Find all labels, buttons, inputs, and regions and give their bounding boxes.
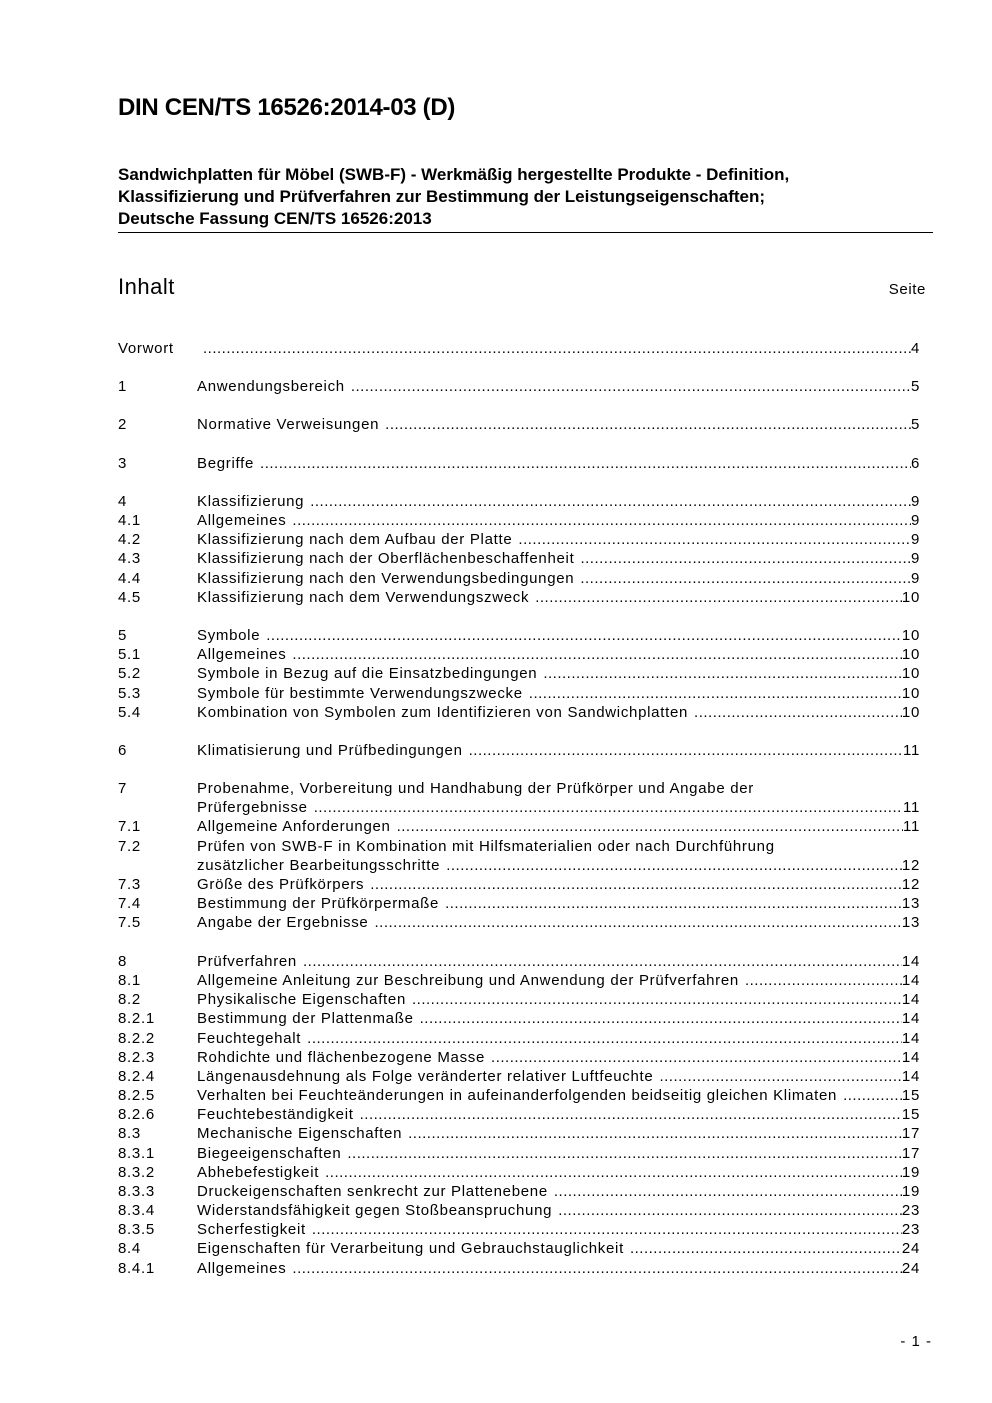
toc-entry-number: 6: [118, 742, 128, 759]
toc-entry-title: zusätzlicher Bearbeitungsschritte: [197, 857, 441, 874]
toc-entry-page: 6: [910, 455, 920, 472]
toc-entry-page: 11: [903, 818, 920, 835]
toc-entry: [118, 703, 920, 722]
toc-entry-page: 23: [901, 1221, 920, 1238]
toc-entry-page: 9: [910, 493, 920, 510]
subtitle-line: Klassifizierung und Prüfverfahren zur Bestimmung der Leistungseigenschaften;: [118, 187, 766, 206]
toc-entry-page: 9: [910, 512, 920, 529]
toc-entry-number: 8.2: [118, 991, 141, 1008]
toc-entry: [118, 1201, 920, 1220]
toc-entry-number: 8.2.4: [118, 1068, 155, 1085]
toc-leader-dots: [630, 1239, 902, 1258]
toc-leader-dots: [385, 415, 911, 434]
toc-entry-title: Klassifizierung nach den Verwendungsbedingungen: [197, 570, 575, 587]
toc-leader-dots: [558, 1201, 902, 1220]
toc-entry-title: Klassifizierung nach der Oberflächenbeschaffenheit: [197, 550, 575, 567]
toc-entry-page: 14: [901, 991, 920, 1008]
toc-entry-page: 5: [910, 416, 920, 433]
toc-entry: [118, 798, 920, 817]
toc-entry: [118, 588, 920, 607]
toc-entry-title: Prüfen von SWB-F in Kombination mit Hilfsmaterialien oder nach Durchführung: [197, 838, 775, 855]
toc-leader-dots: [292, 1259, 901, 1278]
toc-entry-number: 8.2.5: [118, 1087, 155, 1104]
toc-entry-number: 1: [118, 378, 128, 395]
toc-entry-title: Eigenschaften für Verarbeitung und Gebrauchstauglichkeit: [197, 1240, 624, 1257]
toc-entry: [118, 952, 920, 971]
toc-leader-dots: [292, 511, 911, 530]
toc-entry: [118, 856, 920, 875]
toc-entry-number: 8.2.1: [118, 1010, 155, 1027]
toc-entry-page: 13: [901, 914, 920, 931]
toc-leader-dots: [535, 588, 902, 607]
toc-leader-dots: [491, 1048, 902, 1067]
toc-leader-dots: [580, 549, 911, 568]
toc-entry-number: 7.2: [118, 838, 141, 855]
toc-entry: [118, 837, 920, 856]
toc-entry: [118, 511, 920, 530]
toc-entry-title: Feuchtebeständigkeit: [197, 1106, 354, 1123]
toc-entry-title: Probenahme, Vorbereitung und Handhabung der Prüfkörper und Angabe der: [197, 780, 755, 797]
toc-leader-dots: [843, 1086, 902, 1105]
toc-entry-page: 14: [901, 1010, 920, 1027]
toc-entry: [118, 1029, 920, 1048]
toc-entry: [118, 492, 920, 511]
toc-entry-number: 5.4: [118, 704, 141, 721]
toc-leader-dots: [266, 626, 902, 645]
toc-entry-page: 15: [901, 1087, 920, 1104]
toc-entry-title: Klassifizierung: [197, 493, 305, 510]
toc-leader-dots: [745, 971, 902, 990]
toc-entry: [118, 913, 920, 932]
toc-entry: [118, 454, 920, 473]
toc-entry-number: 8: [118, 953, 128, 970]
toc-leader-dots: [374, 913, 901, 932]
toc-entry-title: Klassifizierung nach dem Verwendungszweck: [197, 589, 530, 606]
toc-entry-page: 14: [901, 953, 920, 970]
toc-leader-dots: [307, 1029, 902, 1048]
toc-entry-title: Bestimmung der Prüfkörpermaße: [197, 895, 440, 912]
toc-entry-title: Mechanische Eigenschaften: [197, 1125, 403, 1142]
toc-entry-page: 10: [901, 665, 920, 682]
toc-leader-dots: [203, 339, 911, 358]
toc-entry-page: 10: [901, 685, 920, 702]
toc-entry-title: Widerstandsfähigkeit gegen Stoßbeanspruchung: [197, 1202, 553, 1219]
toc-entry-number: 8.4.1: [118, 1260, 155, 1277]
toc-entry-title: Normative Verweisungen: [197, 416, 380, 433]
toc-entry-title: Kombination von Symbolen zum Identifizieren von Sandwichplatten: [197, 704, 689, 721]
toc-entry-page: 10: [901, 627, 920, 644]
toc-leader-dots: [529, 684, 902, 703]
toc-entry-number: 8.1: [118, 972, 141, 989]
toc-leader-dots: [445, 894, 902, 913]
toc-entry-number: 8.3: [118, 1125, 141, 1142]
toc-entry-title: Allgemeine Anleitung zur Beschreibung und Anwendung der Prüfverfahren: [197, 972, 739, 989]
toc-entry-page: 15: [901, 1106, 920, 1123]
toc-entry-page: 4: [910, 340, 920, 357]
toc-leader-dots: [694, 703, 902, 722]
toc-entry: [118, 1220, 920, 1239]
toc-entry-number: Vorwort: [118, 340, 174, 357]
toc-leader-dots: [408, 1124, 902, 1143]
toc-entry-page: 14: [901, 972, 920, 989]
toc-entry: [118, 894, 920, 913]
toc-entry-number: 5.3: [118, 685, 141, 702]
toc-entry-number: 4: [118, 493, 128, 510]
toc-entry-page: 10: [901, 704, 920, 721]
toc-page-column-label: Seite: [888, 281, 926, 298]
toc-leader-dots: [325, 1163, 902, 1182]
toc-entry-title: Allgemeines: [197, 646, 287, 663]
toc-leader-dots: [397, 817, 903, 836]
toc-leader-dots: [314, 798, 903, 817]
toc-entry-title: Prüfverfahren: [197, 953, 297, 970]
toc-entry-title: Allgemeine Anforderungen: [197, 818, 391, 835]
toc-entry-title: Biegeeigenschaften: [197, 1145, 342, 1162]
toc-leader-dots: [543, 664, 902, 683]
toc-entry: [118, 530, 920, 549]
toc-entry: [118, 1086, 920, 1105]
subtitle-line: Deutsche Fassung CEN/TS 16526:2013: [118, 209, 432, 228]
toc-entry-page: 19: [901, 1183, 920, 1200]
toc-entry-page: 10: [901, 646, 920, 663]
toc-entry-number: 7.5: [118, 914, 141, 931]
toc-entry: [118, 971, 920, 990]
toc-leader-dots: [312, 1220, 902, 1239]
toc-entry-page: 14: [901, 1068, 920, 1085]
page-number: - 1 -: [900, 1333, 932, 1350]
toc-entry-page: 11: [903, 742, 920, 759]
toc-entry-title: Größe des Prüfkörpers: [197, 876, 365, 893]
toc-heading: Inhalt: [118, 274, 175, 299]
toc-entry-page: 9: [910, 531, 920, 548]
toc-entry: [118, 339, 920, 358]
toc-entry-number: 2: [118, 416, 128, 433]
toc-entry-page: 24: [901, 1260, 920, 1277]
toc-entry-number: 4.3: [118, 550, 141, 567]
toc-leader-dots: [260, 454, 911, 473]
toc-entry-title: Längenausdehnung als Folge veränderter relativer Luftfeuchte: [197, 1068, 654, 1085]
toc-entry-number: 8.3.1: [118, 1145, 155, 1162]
toc-entry-title: Allgemeines: [197, 512, 287, 529]
document-id: DIN CEN/TS 16526:2014-03 (D): [118, 94, 456, 121]
toc-entry: [118, 1163, 920, 1182]
toc-entry: [118, 1067, 920, 1086]
toc-entry-number: 8.3.2: [118, 1164, 155, 1181]
toc-entry: [118, 779, 920, 798]
toc-entry-number: 4.2: [118, 531, 141, 548]
toc-entry-number: 4.1: [118, 512, 141, 529]
toc-entry: [118, 684, 920, 703]
toc-entry: [118, 645, 920, 664]
toc-entry: [118, 990, 920, 1009]
toc-leader-dots: [303, 952, 902, 971]
toc-leader-dots: [347, 1144, 902, 1163]
toc-entry: [118, 1182, 920, 1201]
toc-entry: [118, 1259, 920, 1278]
toc-entry: [118, 415, 920, 434]
toc-leader-dots: [420, 1009, 902, 1028]
toc-entry: [118, 626, 920, 645]
toc-entry-number: 4.5: [118, 589, 141, 606]
toc-entry-title: Angabe der Ergebnisse: [197, 914, 369, 931]
toc-entry-number: 5.1: [118, 646, 141, 663]
toc-entry: [118, 875, 920, 894]
toc-leader-dots: [360, 1105, 902, 1124]
toc-leader-dots: [469, 741, 903, 760]
toc-entry: [118, 1105, 920, 1124]
toc-entry-title: Abhebefestigkeit: [197, 1164, 320, 1181]
toc-entry-title: Anwendungsbereich: [197, 378, 345, 395]
toc-entry-page: 14: [901, 1030, 920, 1047]
toc-entry-number: 8.2.6: [118, 1106, 155, 1123]
toc-entry-number: 8.4: [118, 1240, 141, 1257]
toc-leader-dots: [412, 990, 902, 1009]
toc-leader-dots: [351, 377, 911, 396]
toc-entry: [118, 741, 920, 760]
toc-entry-number: 5: [118, 627, 128, 644]
toc-entry-title: Bestimmung der Plattenmaße: [197, 1010, 414, 1027]
toc-entry-title: Symbole in Bezug auf die Einsatzbedingungen: [197, 665, 538, 682]
toc-entry-number: 8.3.4: [118, 1202, 155, 1219]
toc-entry-title: Allgemeines: [197, 1260, 287, 1277]
toc-entry-number: 3: [118, 455, 128, 472]
toc-entry: [118, 549, 920, 568]
toc-entry-page: 9: [910, 550, 920, 567]
toc-entry-page: 14: [901, 1049, 920, 1066]
toc-entry-number: 4.4: [118, 570, 141, 587]
toc-entry: [118, 377, 920, 396]
toc-entry-title: Physikalische Eigenschaften: [197, 991, 407, 1008]
toc-leader-dots: [370, 875, 902, 894]
toc-leader-dots: [292, 645, 901, 664]
toc-entry-page: 9: [910, 570, 920, 587]
toc-entry-title: Rohdichte und flächenbezogene Masse: [197, 1049, 486, 1066]
toc-entry-number: 8.3.3: [118, 1183, 155, 1200]
toc-entry-number: 7.3: [118, 876, 141, 893]
toc-entry-page: 5: [910, 378, 920, 395]
toc-entry-page: 11: [903, 799, 920, 816]
toc-entry-title: Verhalten bei Feuchteänderungen in aufeinanderfolgenden beidseitig gleichen Klimaten: [197, 1087, 838, 1104]
toc-entry-number: 7.1: [118, 818, 141, 835]
toc-leader-dots: [518, 530, 911, 549]
toc-entry: [118, 1048, 920, 1067]
toc-entry: [118, 1144, 920, 1163]
toc-entry-title: Feuchtegehalt: [197, 1030, 302, 1047]
toc-entry-number: 8.2.3: [118, 1049, 155, 1066]
toc-entry-page: 19: [901, 1164, 920, 1181]
toc-entry-page: 17: [901, 1145, 920, 1162]
toc-leader-dots: [446, 856, 902, 875]
toc-entry-number: 8.3.5: [118, 1221, 155, 1238]
toc-entry: [118, 817, 920, 836]
toc-entry-title: Klimatisierung und Prüfbedingungen: [197, 742, 463, 759]
toc-entry-title: Scherfestigkeit: [197, 1221, 306, 1238]
toc-entry-page: 17: [901, 1125, 920, 1142]
toc-entry: [118, 664, 920, 683]
toc-entry-page: 12: [901, 876, 920, 893]
toc-entry-number: 5.2: [118, 665, 141, 682]
toc-entry-page: 13: [901, 895, 920, 912]
toc-entry-page: 12: [901, 857, 920, 874]
toc-entry-title: Klassifizierung nach dem Aufbau der Platte: [197, 531, 513, 548]
toc-leader-dots: [310, 492, 911, 511]
toc-entry: [118, 1124, 920, 1143]
toc-entry-number: 7: [118, 780, 128, 797]
toc-entry-title: Prüfergebnisse: [197, 799, 308, 816]
toc-entry-title: Begriffe: [197, 455, 255, 472]
toc-leader-dots: [659, 1067, 901, 1086]
toc-entry: [118, 1239, 920, 1258]
toc-entry-page: 24: [901, 1240, 920, 1257]
toc-leader-dots: [580, 569, 911, 588]
subtitle-line: Sandwichplatten für Möbel (SWB-F) - Werkmäßig hergestellte Produkte - Definition,: [118, 165, 790, 184]
toc-entry-number: 8.2.2: [118, 1030, 155, 1047]
toc-entry-title: Druckeigenschaften senkrecht zur Plattenebene: [197, 1183, 548, 1200]
toc-entry-page: 10: [901, 589, 920, 606]
toc-entry-title: Symbole: [197, 627, 261, 644]
toc-entry-number: 7.4: [118, 895, 141, 912]
toc-leader-dots: [554, 1182, 902, 1201]
toc-entry-title: Symbole für bestimmte Verwendungszwecke: [197, 685, 523, 702]
toc-entry-page: 23: [901, 1202, 920, 1219]
toc-entry: [118, 1009, 920, 1028]
toc-entry: [118, 569, 920, 588]
